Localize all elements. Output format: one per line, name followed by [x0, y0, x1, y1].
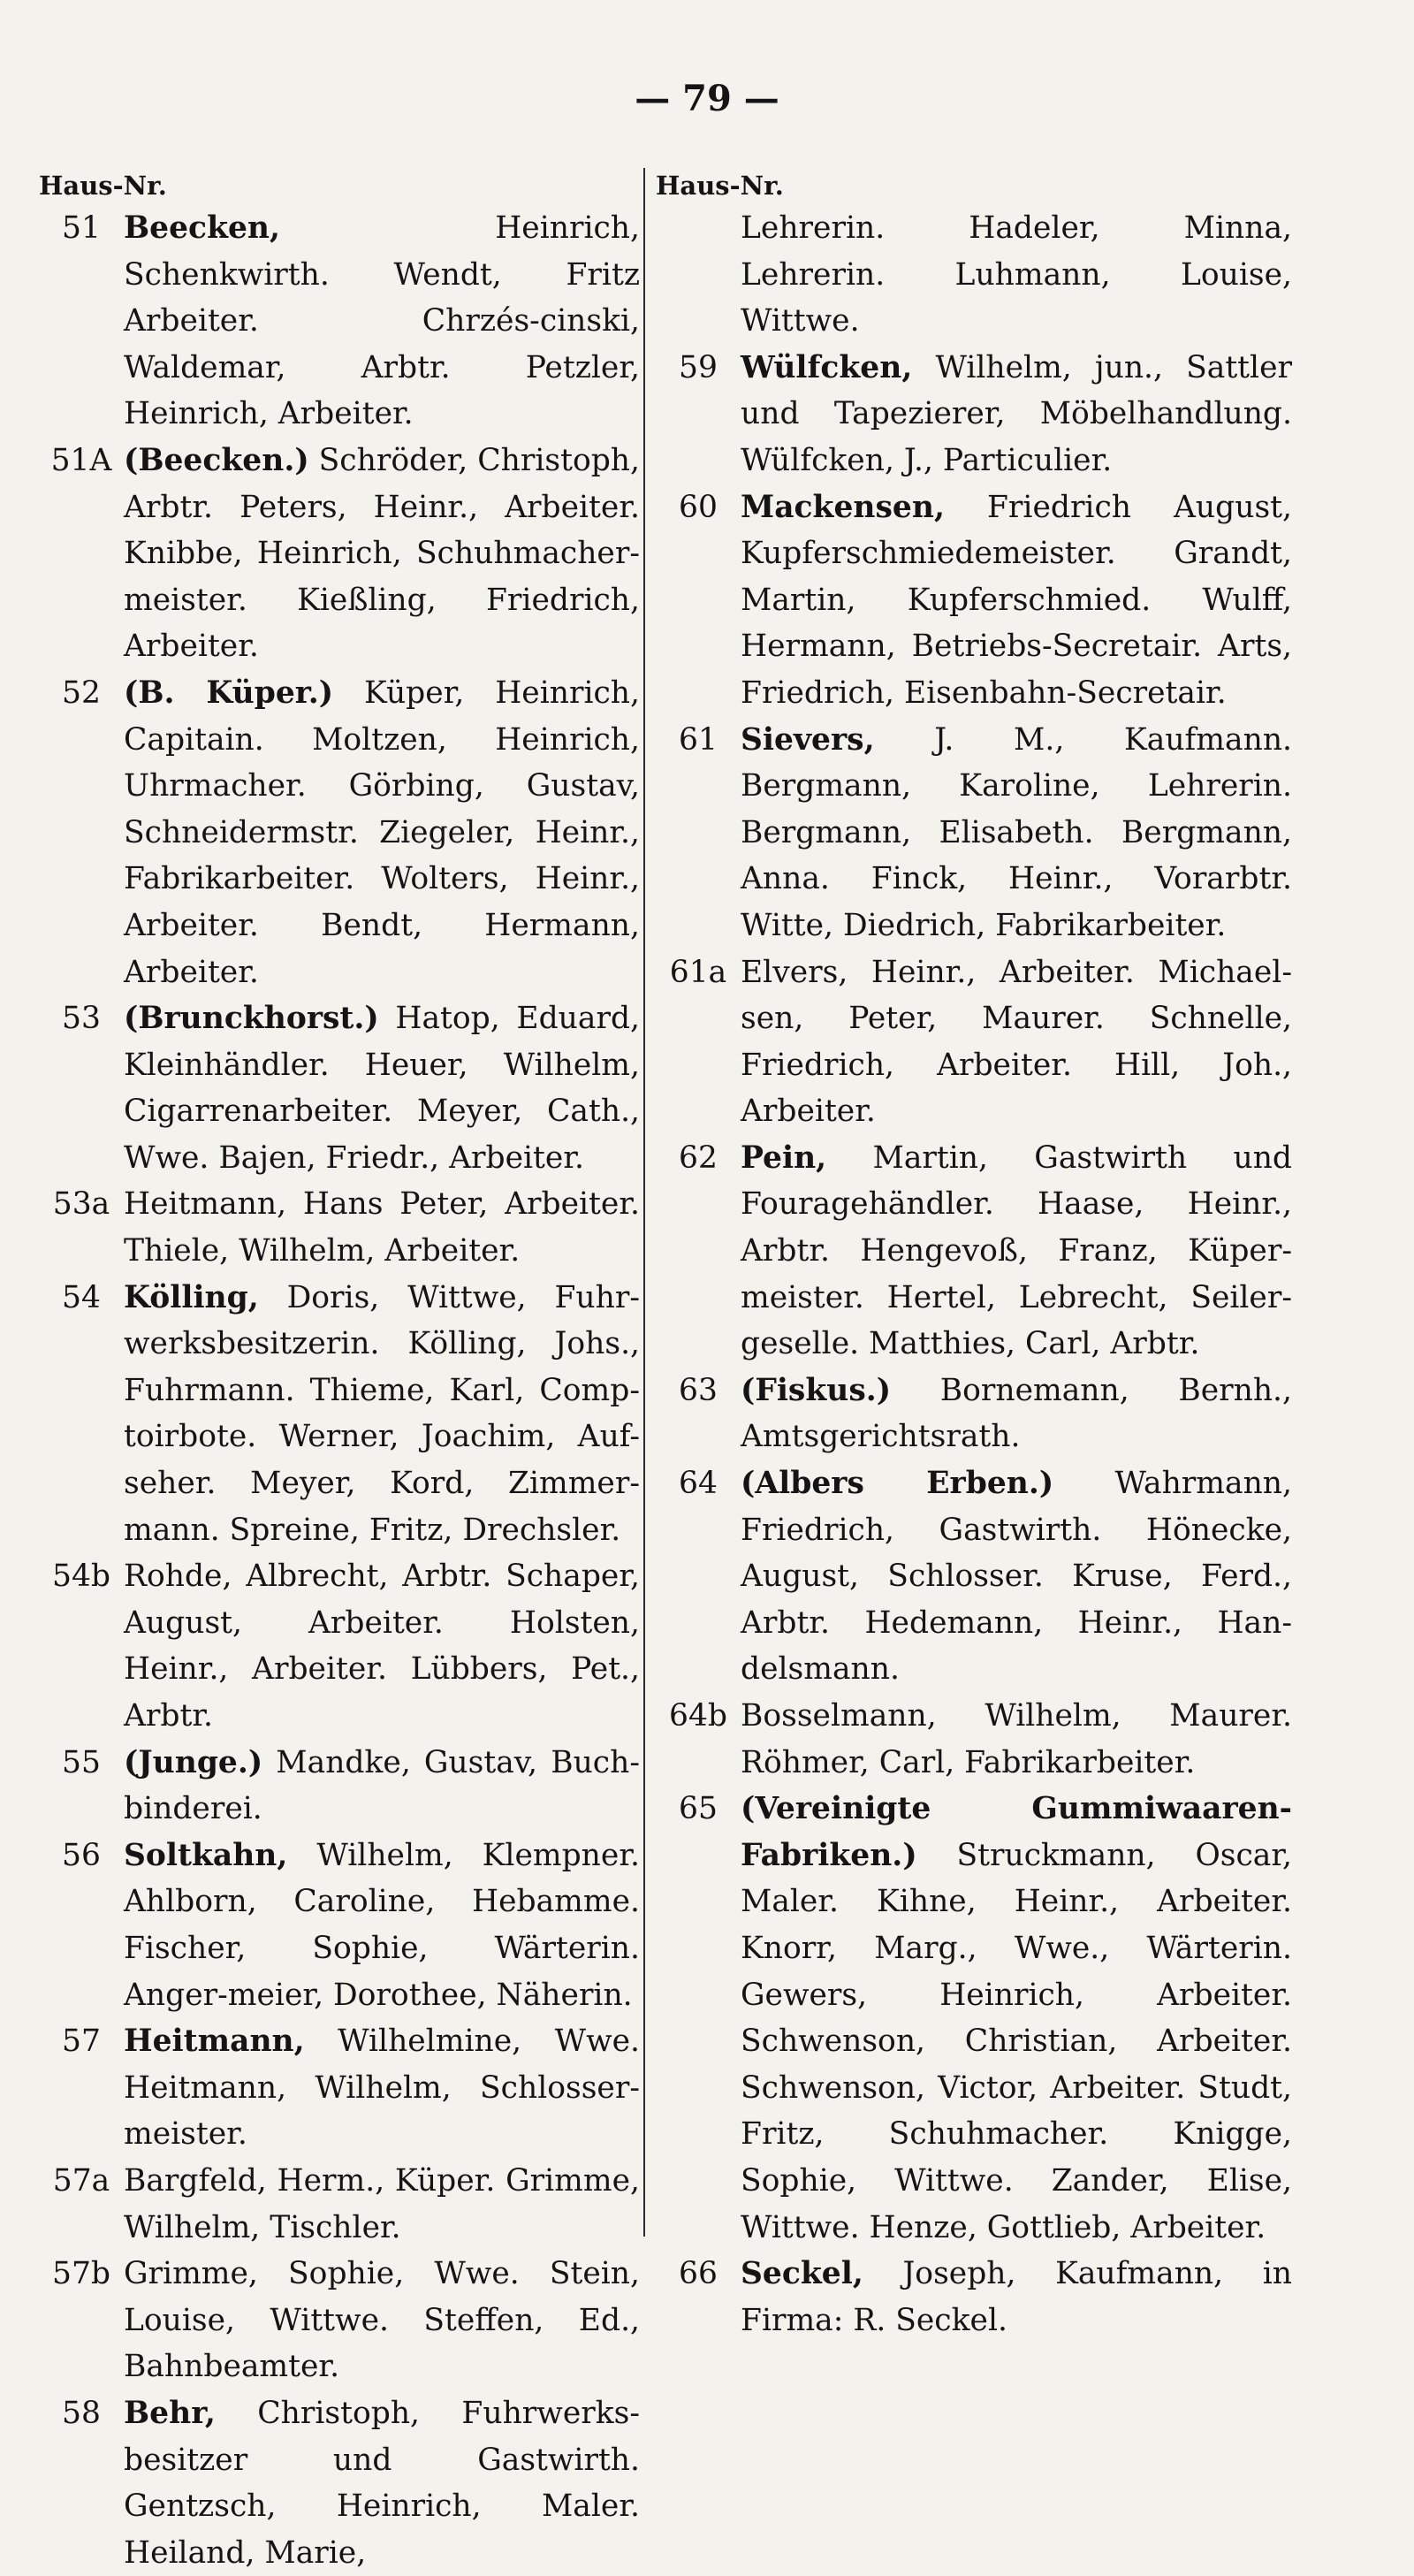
owner-name: Seckel,	[741, 2256, 863, 2292]
entry-text	[741, 1786, 1292, 2251]
residents-text: Lehrerin. Hadeler, Minna, Lehrerin. Luhmann, Louise, Wittwe.	[741, 210, 1292, 339]
directory-entry	[656, 2251, 1292, 2344]
directory-entry	[656, 345, 1292, 484]
residents-text: Bargfeld, Herm., Küper. Grimme, Wilhelm, Tischler.	[124, 2162, 640, 2245]
residents-text: Struckmann, Oscar, Maler. Kihne, Heinr., Arbeiter. Knorr, Marg., Wwe., Wärterin. Gewers, Heinrich, Arbeiter. Schwenson, Christian, Arbeiter. Schwenson, Victor, Arbeiter. Studt, Fritz, Schuhmacher. Knigge, Sophie, Wittwe. Zander, Elise, Wittwe. Henze, Gottlieb, Arbeiter.	[741, 1837, 1292, 2245]
entry-text	[741, 1693, 1292, 1786]
house-number: 54	[62, 1279, 101, 1315]
entry-text	[124, 2251, 640, 2390]
house-number: 64b	[669, 1698, 727, 1734]
owner-name: Kölling,	[124, 1279, 259, 1315]
entry-text	[124, 1740, 640, 1833]
owner-name: Sievers,	[741, 721, 875, 758]
entry-text	[741, 717, 1292, 949]
house-number: 51	[62, 210, 101, 246]
house-number: 57	[62, 2023, 101, 2060]
house-number-header: Haus-Nr.	[656, 171, 784, 201]
directory-entry	[656, 1693, 1292, 1786]
residents-text: Hatop, Eduard, Kleinhändler. Heuer, Wilhelm, Cigarrenarbeiter. Meyer, Cath., Wwe. Bajen, Friedr., Arbeiter.	[124, 1001, 640, 1176]
house-number: 57b	[52, 2256, 110, 2292]
page-number: — 79 —	[635, 78, 779, 119]
left-column	[39, 166, 640, 2576]
owner-name: Behr,	[124, 2395, 216, 2431]
directory-entry	[39, 2390, 640, 2576]
entry-text	[741, 205, 1292, 345]
owner-name: (Fiskus.)	[741, 1372, 892, 1408]
owner-name: (Albers Erben.)	[741, 1466, 1054, 1502]
directory-entry	[656, 1368, 1292, 1460]
entry-text	[124, 205, 640, 438]
entry-text	[741, 1135, 1292, 1368]
directory-entry	[656, 1135, 1292, 1368]
house-number: 63	[679, 1372, 718, 1408]
residents-text: Bosselmann, Wilhelm, Maurer. Röhmer, Carl, Fabrikarbeiter.	[741, 1698, 1292, 1780]
entry-text	[741, 345, 1292, 484]
entry-text	[124, 1181, 640, 1274]
owner-name: (Brunckhorst.)	[124, 1001, 379, 1037]
house-number: 53	[62, 1001, 101, 1037]
house-number: 61a	[669, 954, 727, 990]
entry-text	[124, 1275, 640, 1554]
directory-entry	[656, 484, 1292, 717]
directory-entry	[39, 2158, 640, 2251]
directory-entry	[39, 1740, 640, 1833]
entry-list	[656, 205, 1292, 2344]
residents-text: Mandke, Gustav, Buch-binderei.	[124, 1744, 640, 1827]
house-number: 60	[679, 489, 718, 525]
residents-text: Joseph, Kaufmann, in Firma: R. Seckel.	[741, 2256, 1292, 2338]
owner-name: (B. Küper.)	[124, 674, 334, 711]
house-number: 56	[62, 1837, 101, 1873]
entry-text	[124, 2390, 640, 2576]
entry-text	[124, 995, 640, 1181]
owner-name: Soltkahn,	[124, 1837, 288, 1873]
house-number: 66	[679, 2256, 718, 2292]
owner-name: (Beecken.)	[124, 442, 309, 478]
right-column	[656, 166, 1292, 2344]
house-number: 54b	[52, 1559, 110, 1595]
residents-text: Wilhelm, jun., Sattler und Tapezierer, Möbelhandlung. Wülfcken, J., Particulier.	[741, 349, 1292, 478]
directory-entry	[39, 438, 640, 670]
house-number: 53a	[52, 1186, 110, 1223]
house-number: 62	[679, 1139, 718, 1176]
house-number: 64	[679, 1466, 718, 1502]
directory-entry	[39, 995, 640, 1181]
house-number: 51A	[50, 442, 112, 478]
directory-entry	[39, 1181, 640, 1274]
residents-text: Martin, Gastwirth und Fouragehändler. Haase, Heinr., Arbtr. Hengevoß, Franz, Küper-meister. Hertel, Lebrecht, Seiler-geselle. Matthies, Carl, Arbtr.	[741, 1139, 1292, 1362]
column-divider	[643, 168, 645, 2237]
residents-text: Rohde, Albrecht, Arbtr. Schaper, August, Arbeiter. Holsten, Heinr., Arbeiter. Lübbers, Pet., Arbtr.	[124, 1559, 640, 1734]
directory-entry	[39, 670, 640, 995]
house-number: 57a	[52, 2162, 110, 2199]
residents-text: Wilhelmine, Wwe. Heitmann, Wilhelm, Schlosser-meister.	[124, 2023, 640, 2153]
directory-entry	[656, 1786, 1292, 2251]
residents-text: Heinrich, Schenkwirth. Wendt, Fritz Arbeiter. Chrzés-cinski, Waldemar, Arbtr. Petzler, Heinrich, Arbeiter.	[124, 210, 640, 432]
entry-text	[741, 949, 1292, 1135]
residents-text: Wilhelm, Klempner. Ahlborn, Caroline, Hebamme. Fischer, Sophie, Wärterin. Anger-meier, Dorothee, Näherin.	[124, 1837, 640, 2013]
owner-name: Wülfcken,	[741, 349, 913, 385]
owner-name: (Junge.)	[124, 1744, 263, 1780]
residents-text: Doris, Wittwe, Fuhr-werksbesitzerin. Kölling, Johs., Fuhrmann. Thieme, Karl, Comp-toirbote. Werner, Joachim, Auf-seher. Meyer, Kord, Zimmer-mann. Spreine, Fritz, Drechsler.	[124, 1279, 640, 1548]
entry-text	[124, 438, 640, 670]
directory-entry	[39, 2251, 640, 2390]
residents-text: Christoph, Fuhrwerks-besitzer und Gastwirth. Gentzsch, Heinrich, Maler. Heiland, Marie,	[124, 2395, 640, 2571]
entry-text	[741, 484, 1292, 717]
house-number-header: Haus-Nr.	[39, 171, 167, 201]
residents-text: Grimme, Sophie, Wwe. Stein, Louise, Wittwe. Steffen, Ed., Bahnbeamter.	[124, 2256, 640, 2385]
directory-entry	[656, 205, 1292, 345]
house-number: 65	[679, 1791, 718, 1827]
residents-text: Friedrich August, Kupferschmiedemeister. Grandt, Martin, Kupferschmied. Wulff, Hermann, Betriebs-Secretair. Arts, Friedrich, Eisenbahn-Secretair.	[741, 489, 1292, 711]
residents-text: Bornemann, Bernh., Amtsgerichtsrath.	[741, 1372, 1292, 1455]
directory-entry	[656, 717, 1292, 949]
directory-entry	[39, 2018, 640, 2158]
residents-text: Schröder, Christoph, Arbtr. Peters, Heinr., Arbeiter. Knibbe, Heinrich, Schuhmacher-meister. Kießling, Friedrich, Arbeiter.	[124, 442, 640, 665]
directory-entry	[39, 205, 640, 438]
residents-text: J. M., Kaufmann. Bergmann, Karoline, Lehrerin. Bergmann, Elisabeth. Bergmann, Anna. Finck, Heinr., Vorarbtr. Witte, Diedrich, Fabrikarbeiter.	[741, 721, 1292, 943]
entry-list	[39, 205, 640, 2576]
entry-text	[124, 1833, 640, 2018]
residents-text: Heitmann, Hans Peter, Arbeiter. Thiele, Wilhelm, Arbeiter.	[124, 1186, 640, 1269]
entry-text	[124, 670, 640, 995]
house-number: 61	[679, 721, 718, 758]
house-number: 58	[62, 2395, 101, 2431]
directory-entry	[39, 1275, 640, 1554]
house-number	[656, 205, 741, 345]
owner-name: Mackensen,	[741, 489, 945, 525]
house-number: 52	[62, 674, 101, 711]
directory-entry	[656, 1460, 1292, 1693]
residents-text: Elvers, Heinr., Arbeiter. Michael-sen, Peter, Maurer. Schnelle, Friedrich, Arbeiter. Hill, Joh., Arbeiter.	[741, 954, 1292, 1130]
entry-text	[741, 2251, 1292, 2344]
residents-text: Wahrmann, Friedrich, Gastwirth. Hönecke, August, Schlosser. Kruse, Ferd., Arbtr. Hedemann, Heinr., Han-delsmann.	[741, 1466, 1292, 1688]
owner-name: Beecken,	[124, 210, 281, 246]
directory-entry	[39, 1553, 640, 1739]
owner-name: Pein,	[741, 1139, 827, 1176]
directory-entry	[656, 949, 1292, 1135]
owner-name: (Vereinigte Gummiwaaren-Fabriken.)	[741, 1791, 1292, 1873]
directory-entry	[39, 1833, 640, 2018]
entry-text	[741, 1368, 1292, 1460]
entry-text	[124, 2158, 640, 2251]
entry-text	[741, 1460, 1292, 1693]
house-number: 59	[679, 349, 718, 385]
house-number: 55	[62, 1744, 101, 1780]
entry-text	[124, 2018, 640, 2158]
residents-text: Küper, Heinrich, Capitain. Moltzen, Heinrich, Uhrmacher. Görbing, Gustav, Schneidermstr. Ziegeler, Heinr., Fabrikarbeiter. Wolters, Heinr., Arbeiter. Bendt, Hermann, Arbeiter.	[124, 674, 640, 990]
entry-text	[124, 1553, 640, 1739]
owner-name: Heitmann,	[124, 2023, 305, 2060]
